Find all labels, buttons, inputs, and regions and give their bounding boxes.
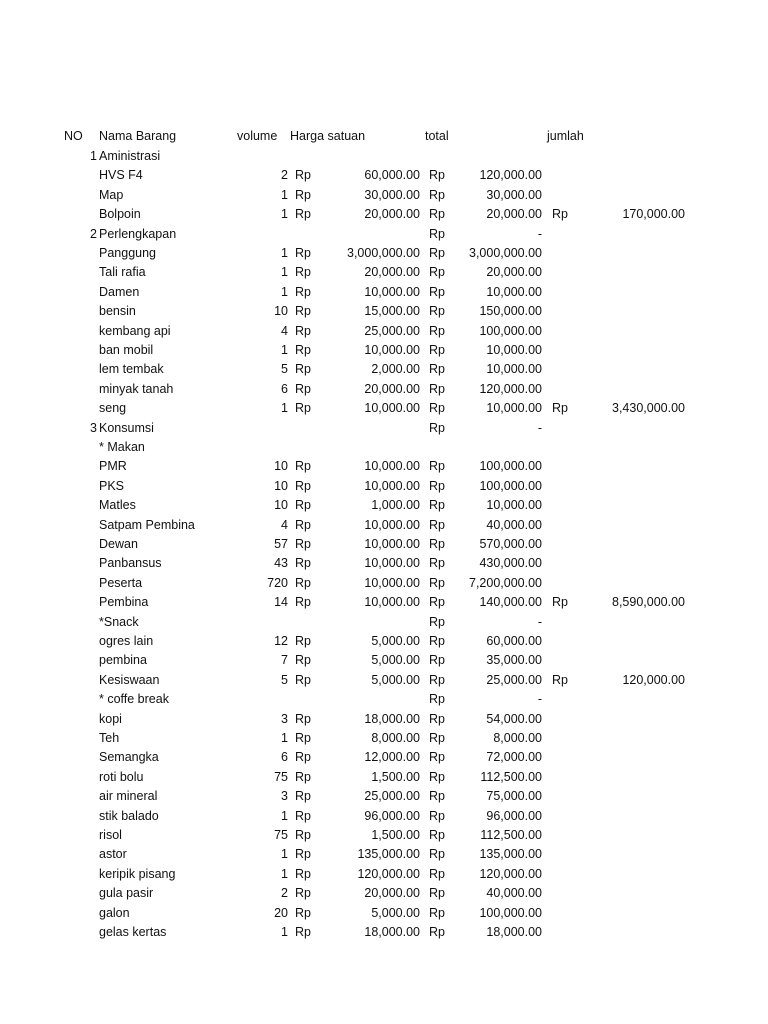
table-row <box>0 865 768 884</box>
item-name: Semangka <box>99 750 159 765</box>
total-cell: 570,000.00 <box>479 537 542 551</box>
total-currency: Rp <box>429 265 445 280</box>
item-name: air mineral <box>99 789 158 804</box>
header-volume: volume <box>237 129 278 143</box>
harga-currency: Rp <box>295 304 311 319</box>
total-cell: 35,000.00 <box>486 653 542 668</box>
harga-satuan-cell: 10,000.00 <box>364 537 420 551</box>
harga-satuan-cell: 1,500.00 <box>371 828 420 842</box>
item-name: kembang api <box>99 323 171 338</box>
harga-currency: Rp <box>295 711 311 726</box>
item-name: * coffe break <box>99 692 169 707</box>
volume-cell: 1 <box>281 246 288 260</box>
total-currency: Rp <box>429 226 445 241</box>
harga-satuan-cell: 10,000.00 <box>364 478 420 493</box>
harga-satuan-cell: 10,000.00 <box>364 575 420 590</box>
jumlah-currency: Rp <box>552 401 568 416</box>
volume-cell: 720 <box>267 575 288 590</box>
item-name: Pembina <box>99 595 149 610</box>
volume-cell: 1 <box>281 265 288 280</box>
volume-cell: 4 <box>281 517 288 532</box>
item-name: Map <box>99 187 124 202</box>
total-cell: 100,000.00 <box>479 459 542 474</box>
total-currency: Rp <box>429 420 445 435</box>
jumlah-currency: Rp <box>552 595 568 610</box>
total-currency: Rp <box>429 828 445 842</box>
harga-satuan-cell: 5,000.00 <box>371 672 420 687</box>
item-name: Damen <box>99 284 140 299</box>
item-name: PKS <box>99 478 125 493</box>
table-row <box>0 496 768 515</box>
total-cell: 75,000.00 <box>486 789 542 804</box>
harga-currency: Rp <box>295 265 311 280</box>
harga-satuan-cell: 18,000.00 <box>364 711 420 726</box>
harga-satuan-cell: 10,000.00 <box>364 284 420 299</box>
harga-currency: Rp <box>295 246 311 260</box>
item-name: Perlengkapan <box>99 226 177 241</box>
total-currency: Rp <box>429 323 445 338</box>
harga-satuan-cell: 5,000.00 <box>371 905 420 920</box>
total-currency: Rp <box>429 847 445 862</box>
jumlah-cell: 120,000.00 <box>622 672 685 687</box>
harga-satuan-cell: 25,000.00 <box>364 789 420 804</box>
table-row <box>0 341 768 360</box>
total-cell: 100,000.00 <box>479 478 542 493</box>
harga-currency: Rp <box>295 789 311 804</box>
item-name: Kesiswaan <box>99 672 160 687</box>
harga-satuan-cell: 12,000.00 <box>364 750 420 765</box>
harga-satuan-cell: 15,000.00 <box>364 304 420 319</box>
harga-currency: Rp <box>295 381 311 396</box>
harga-satuan-cell: 3,000,000.00 <box>347 246 420 260</box>
total-currency: Rp <box>429 168 445 183</box>
table-row <box>0 690 768 709</box>
total-currency: Rp <box>429 808 445 823</box>
volume-cell: 3 <box>281 711 288 726</box>
total-currency: Rp <box>429 537 445 551</box>
total-currency: Rp <box>429 634 445 648</box>
total-currency: Rp <box>429 614 445 629</box>
total-cell: 112,500.00 <box>480 828 542 842</box>
volume-cell: 12 <box>274 634 288 648</box>
harga-satuan-cell: 20,000.00 <box>364 207 420 222</box>
table-row <box>0 535 768 554</box>
harga-currency: Rp <box>295 284 311 299</box>
table-row <box>0 477 768 496</box>
harga-satuan-cell: 20,000.00 <box>364 886 420 901</box>
table-row <box>0 671 768 690</box>
table-row <box>0 186 768 205</box>
table-row <box>0 710 768 729</box>
volume-cell: 2 <box>281 886 288 901</box>
total-cell: - <box>537 692 542 707</box>
row-number: 2 <box>90 226 97 241</box>
total-cell: 100,000.00 <box>479 905 542 920</box>
harga-currency: Rp <box>295 343 311 357</box>
item-name: Bolpoin <box>99 207 141 222</box>
harga-currency: Rp <box>295 653 311 668</box>
volume-cell: 7 <box>281 653 288 668</box>
table-row <box>0 263 768 282</box>
harga-satuan-cell: 20,000.00 <box>364 265 420 280</box>
table-row <box>0 923 768 942</box>
total-cell: 112,500.00 <box>480 769 542 784</box>
volume-cell: 20 <box>274 905 288 920</box>
volume-cell: 10 <box>274 498 288 513</box>
harga-currency: Rp <box>295 634 311 648</box>
table-row <box>0 748 768 767</box>
harga-currency: Rp <box>295 401 311 416</box>
header-nama-barang: Nama Barang <box>99 129 177 143</box>
total-currency: Rp <box>429 769 445 784</box>
table-row <box>0 399 768 418</box>
harga-currency: Rp <box>295 866 311 881</box>
total-cell: 120,000.00 <box>479 866 542 881</box>
table-row <box>0 166 768 185</box>
volume-cell: 1 <box>281 187 288 202</box>
harga-currency: Rp <box>295 207 311 222</box>
item-name: Panbansus <box>99 556 162 571</box>
total-cell: 54,000.00 <box>486 711 542 726</box>
table-row <box>0 613 768 632</box>
item-name: * Makan <box>99 440 145 454</box>
volume-cell: 10 <box>274 478 288 493</box>
total-cell: 18,000.00 <box>486 925 542 939</box>
item-name: ogres lain <box>99 634 154 648</box>
total-cell: 135,000.00 <box>479 847 542 862</box>
table-row <box>0 884 768 903</box>
table-row <box>0 787 768 806</box>
total-cell: 20,000.00 <box>486 265 542 280</box>
total-currency: Rp <box>429 731 445 745</box>
total-cell: 7,200,000.00 <box>469 575 542 590</box>
item-name: kopi <box>99 711 122 726</box>
harga-satuan-cell: 5,000.00 <box>371 653 420 668</box>
total-cell: 25,000.00 <box>486 672 542 687</box>
harga-satuan-cell: 10,000.00 <box>364 517 420 532</box>
total-currency: Rp <box>429 692 445 707</box>
item-name: lem tembak <box>99 362 164 377</box>
item-name: astor <box>99 847 127 862</box>
harga-satuan-cell: 10,000.00 <box>364 556 420 571</box>
total-cell: 120,000.00 <box>479 381 542 396</box>
volume-cell: 1 <box>281 343 288 357</box>
item-name: Satpam Pembina <box>99 517 195 532</box>
header-no: NO <box>64 129 83 143</box>
item-name: Konsumsi <box>99 420 154 435</box>
table-row <box>0 807 768 826</box>
item-name: HVS F4 <box>99 168 143 183</box>
item-name: stik balado <box>99 808 159 823</box>
harga-currency: Rp <box>295 556 311 571</box>
volume-cell: 1 <box>281 731 288 745</box>
item-name: seng <box>99 401 127 416</box>
harga-currency: Rp <box>295 168 311 183</box>
harga-currency: Rp <box>295 750 311 765</box>
total-currency: Rp <box>429 207 445 222</box>
table-row <box>0 244 768 263</box>
total-cell: - <box>537 420 542 435</box>
item-name: PMR <box>99 459 127 474</box>
header-row <box>0 127 768 146</box>
item-name: Teh <box>99 731 120 745</box>
harga-currency: Rp <box>295 595 311 610</box>
total-currency: Rp <box>429 750 445 765</box>
item-name: Tali rafia <box>99 265 146 280</box>
total-currency: Rp <box>429 362 445 377</box>
harga-satuan-cell: 10,000.00 <box>364 401 420 416</box>
volume-cell: 10 <box>274 459 288 474</box>
volume-cell: 3 <box>281 789 288 804</box>
total-currency: Rp <box>429 925 445 939</box>
harga-currency: Rp <box>295 362 311 377</box>
total-cell: 430,000.00 <box>479 556 542 571</box>
item-name: Dewan <box>99 537 138 551</box>
total-currency: Rp <box>429 304 445 319</box>
row-number: 3 <box>90 420 97 435</box>
harga-currency: Rp <box>295 925 311 939</box>
volume-cell: 1 <box>281 284 288 299</box>
harga-satuan-cell: 10,000.00 <box>364 459 420 474</box>
total-currency: Rp <box>429 381 445 396</box>
table-row <box>0 380 768 399</box>
harga-satuan-cell: 8,000.00 <box>371 731 420 745</box>
total-currency: Rp <box>429 187 445 202</box>
item-name: pembina <box>99 653 147 668</box>
item-name: roti bolu <box>99 769 144 784</box>
table-row <box>0 826 768 845</box>
total-cell: 10,000.00 <box>486 498 542 513</box>
total-cell: 96,000.00 <box>486 808 542 823</box>
volume-cell: 6 <box>281 750 288 765</box>
table-row <box>0 651 768 670</box>
total-currency: Rp <box>429 595 445 610</box>
total-cell: 100,000.00 <box>479 323 542 338</box>
item-name: Peserta <box>99 575 143 590</box>
table-row <box>0 516 768 535</box>
table-row <box>0 283 768 302</box>
total-cell: - <box>537 614 542 629</box>
item-name: gelas kertas <box>99 925 167 939</box>
volume-cell: 10 <box>274 304 288 319</box>
total-cell: 72,000.00 <box>486 750 542 765</box>
total-cell: 60,000.00 <box>486 634 542 648</box>
table-row <box>0 904 768 923</box>
harga-satuan-cell: 10,000.00 <box>364 343 420 357</box>
harga-satuan-cell: 5,000.00 <box>371 634 420 648</box>
item-name: gula pasir <box>99 886 154 901</box>
volume-cell: 1 <box>281 808 288 823</box>
volume-cell: 6 <box>281 381 288 396</box>
total-cell: 40,000.00 <box>486 886 542 901</box>
harga-currency: Rp <box>295 187 311 202</box>
harga-satuan-cell: 120,000.00 <box>357 866 420 881</box>
total-cell: 150,000.00 <box>479 304 542 319</box>
total-cell: 10,000.00 <box>486 362 542 377</box>
harga-currency: Rp <box>295 537 311 551</box>
harga-satuan-cell: 20,000.00 <box>364 381 420 396</box>
header-harga-satuan: Harga satuan <box>290 129 366 143</box>
total-currency: Rp <box>429 459 445 474</box>
total-cell: 20,000.00 <box>486 207 542 222</box>
total-currency: Rp <box>429 284 445 299</box>
table-row <box>0 845 768 864</box>
table-row <box>0 147 768 166</box>
volume-cell: 1 <box>281 866 288 881</box>
item-name: risol <box>99 828 122 842</box>
volume-cell: 75 <box>274 828 288 842</box>
harga-satuan-cell: 135,000.00 <box>357 847 420 862</box>
harga-currency: Rp <box>295 886 311 901</box>
harga-currency: Rp <box>295 847 311 862</box>
harga-currency: Rp <box>295 731 311 745</box>
harga-currency: Rp <box>295 828 311 842</box>
volume-cell: 1 <box>281 847 288 862</box>
item-name: keripik pisang <box>99 866 176 881</box>
total-currency: Rp <box>429 478 445 493</box>
item-name: ban mobil <box>99 343 154 357</box>
item-name: Aministrasi <box>99 149 161 163</box>
table-row <box>0 574 768 593</box>
total-cell: 8,000.00 <box>493 731 542 745</box>
harga-satuan-cell: 2,000.00 <box>371 362 420 377</box>
harga-satuan-cell: 96,000.00 <box>364 808 420 823</box>
header-jumlah: jumlah <box>547 129 584 143</box>
table-row <box>0 632 768 651</box>
total-cell: 140,000.00 <box>479 595 542 610</box>
jumlah-cell: 8,590,000.00 <box>612 595 685 610</box>
total-currency: Rp <box>429 866 445 881</box>
volume-cell: 5 <box>281 362 288 377</box>
volume-cell: 2 <box>281 168 288 183</box>
jumlah-currency: Rp <box>552 207 568 222</box>
total-currency: Rp <box>429 575 445 590</box>
item-name: galon <box>99 905 130 920</box>
harga-satuan-cell: 10,000.00 <box>364 595 420 610</box>
total-currency: Rp <box>429 556 445 571</box>
harga-currency: Rp <box>295 769 311 784</box>
item-name: Panggung <box>99 246 157 260</box>
table-row <box>0 302 768 321</box>
header-total: total <box>425 129 449 143</box>
harga-currency: Rp <box>295 672 311 687</box>
harga-currency: Rp <box>295 808 311 823</box>
table-row <box>0 225 768 244</box>
table-row <box>0 457 768 476</box>
harga-currency: Rp <box>295 905 311 920</box>
table-row <box>0 438 768 457</box>
harga-currency: Rp <box>295 517 311 532</box>
harga-satuan-cell: 25,000.00 <box>364 323 420 338</box>
table-row <box>0 729 768 748</box>
volume-cell: 4 <box>281 323 288 338</box>
table-row <box>0 593 768 612</box>
volume-cell: 1 <box>281 925 288 939</box>
harga-satuan-cell: 30,000.00 <box>364 187 420 202</box>
item-name: *Snack <box>99 614 139 629</box>
harga-satuan-cell: 18,000.00 <box>364 925 420 939</box>
total-currency: Rp <box>429 498 445 513</box>
total-cell: 120,000.00 <box>479 168 542 183</box>
volume-cell: 14 <box>274 595 288 610</box>
harga-currency: Rp <box>295 575 311 590</box>
total-currency: Rp <box>429 905 445 920</box>
harga-currency: Rp <box>295 478 311 493</box>
harga-satuan-cell: 1,000.00 <box>371 498 420 513</box>
harga-satuan-cell: 1,500.00 <box>371 769 420 784</box>
item-name: bensin <box>99 304 136 319</box>
table-row <box>0 554 768 573</box>
total-cell: 10,000.00 <box>486 343 542 357</box>
total-cell: - <box>537 226 542 241</box>
jumlah-cell: 170,000.00 <box>622 207 685 222</box>
table-row <box>0 768 768 787</box>
volume-cell: 1 <box>281 207 288 222</box>
total-currency: Rp <box>429 517 445 532</box>
harga-currency: Rp <box>295 498 311 513</box>
total-cell: 10,000.00 <box>486 401 542 416</box>
table-row <box>0 419 768 438</box>
volume-cell: 5 <box>281 672 288 687</box>
volume-cell: 57 <box>274 537 288 551</box>
total-cell: 10,000.00 <box>486 284 542 299</box>
total-cell: 3,000,000.00 <box>469 246 542 260</box>
total-currency: Rp <box>429 401 445 416</box>
total-currency: Rp <box>429 672 445 687</box>
item-name: Matles <box>99 498 136 513</box>
total-currency: Rp <box>429 886 445 901</box>
total-cell: 30,000.00 <box>486 187 542 202</box>
volume-cell: 43 <box>274 556 288 571</box>
volume-cell: 75 <box>274 769 288 784</box>
jumlah-cell: 3,430,000.00 <box>612 401 685 416</box>
table-row <box>0 360 768 379</box>
table-row <box>0 322 768 341</box>
total-cell: 40,000.00 <box>486 517 542 532</box>
total-currency: Rp <box>429 246 445 260</box>
table-row <box>0 205 768 224</box>
harga-satuan-cell: 60,000.00 <box>364 168 420 183</box>
total-currency: Rp <box>429 343 445 357</box>
total-currency: Rp <box>429 789 445 804</box>
harga-currency: Rp <box>295 323 311 338</box>
jumlah-currency: Rp <box>552 672 568 687</box>
total-currency: Rp <box>429 711 445 726</box>
total-currency: Rp <box>429 653 445 668</box>
item-name: minyak tanah <box>99 381 174 396</box>
row-number: 1 <box>90 149 97 163</box>
volume-cell: 1 <box>281 401 288 416</box>
harga-currency: Rp <box>295 459 311 474</box>
